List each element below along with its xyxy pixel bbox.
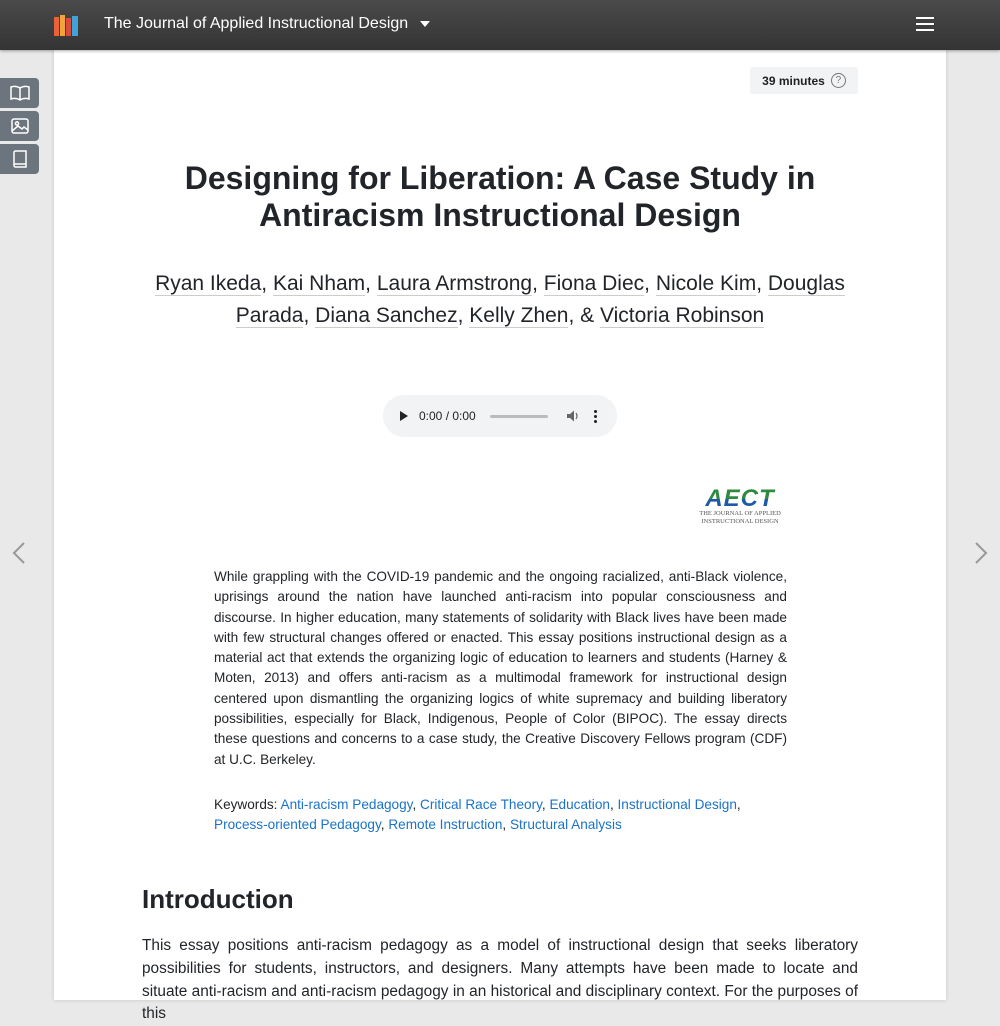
keywords-label: Keywords: — [214, 797, 281, 812]
image-icon[interactable] — [0, 111, 39, 141]
hamburger-icon[interactable] — [916, 17, 934, 31]
author-link[interactable]: Nicole Kim — [655, 272, 757, 295]
author-list: Ryan Ikeda, Kai Nham, Laura Armstrong, Fiona Diec, Nicole Kim, Douglas Parada, Diana Sanchez, Kelly Zhen, & Victoria Robinson — [155, 272, 845, 327]
book-icon[interactable] — [0, 144, 39, 174]
author-link[interactable]: Douglas Parada — [235, 272, 845, 327]
books-logo-icon[interactable] — [54, 14, 78, 36]
play-icon[interactable] — [400, 411, 408, 421]
keyword-link[interactable]: Remote Instruction — [388, 817, 503, 833]
top-navbar — [0, 0, 1000, 50]
keyword-link[interactable]: Process-oriented Pedagogy — [214, 817, 381, 833]
book-open-icon[interactable] — [0, 78, 39, 108]
reading-time: 39 minutes — [762, 73, 825, 88]
reading-time-badge — [750, 67, 858, 94]
audio-seek-bar[interactable] — [490, 415, 548, 418]
chevron-left-icon[interactable] — [8, 540, 32, 566]
aect-logo — [693, 485, 787, 526]
keyword-link[interactable]: Anti-racism Pedagogy — [280, 797, 413, 812]
volume-icon[interactable] — [566, 409, 580, 423]
aect-logo-line1: THE JOURNAL OF APPLIED — [699, 510, 781, 517]
author-link[interactable]: Kai Nham — [272, 272, 366, 295]
section-heading-introduction: Introduction — [142, 884, 294, 914]
audio-time: 0:00 / 0:00 — [419, 409, 476, 423]
journal-title: The Journal of Applied Instructional Design — [104, 15, 409, 32]
journal-dropdown[interactable] — [104, 15, 430, 33]
help-icon[interactable]: ? — [831, 73, 846, 88]
aect-logo-line2: INSTRUCTIONAL DESIGN — [701, 518, 779, 525]
author-link[interactable]: Diana Sanchez — [315, 304, 458, 327]
author-link[interactable]: Fiona Diec — [543, 272, 645, 295]
intro-paragraph: This essay positions anti-racism pedagogy as a model of instructional design that seeks liberatory possibilities for students, instructors, and designers. Many attempts have been made to locate and situate anti-racism and anti-racism pedagogy in an historical and disciplinary context. For the purposes of this — [142, 937, 858, 1023]
keyword-link[interactable]: Education — [549, 797, 610, 812]
keyword-link[interactable]: Critical Race Theory — [420, 797, 542, 812]
article-title: Designing for Liberation: A Case Study in Antiracism Instructional Design — [184, 160, 816, 233]
keyword-link[interactable]: Structural Analysis — [509, 817, 622, 833]
side-toolbar — [0, 78, 39, 177]
author-link[interactable]: Kelly Zhen — [469, 304, 569, 327]
author-link[interactable]: Victoria Robinson — [600, 304, 765, 327]
author-link[interactable]: Ryan Ikeda — [155, 272, 262, 295]
abstract: While grappling with the COVID-19 pandemic and the ongoing racialized, anti-Black violence, uprisings around the nation have launched anti-racism into popular consciousness and discourse. In higher education, many statements of solidarity with Black lives have been made with few structural changes offered or enacted. This essay positions instructional design as a material act that extends the organizing logic of education to learners and students (Harney & Moten, 2013) and offers anti-racism as a multimodal framework for instructional design centered upon dismantling the organizing logics of white supremacy and building liberatory possibilities, especially for Black, Indigenous, People of Color (BIPOC). The essay directs these questions and concerns to a case study, the Creative Discovery Fellows program (CDF) at U.C. Berkeley. — [214, 569, 787, 767]
aect-logo-mark: AECT — [693, 488, 787, 510]
author-link[interactable]: Laura Armstrong — [376, 272, 533, 295]
keyword-link[interactable]: Instructional Design — [617, 797, 737, 812]
more-options-icon[interactable] — [594, 410, 597, 423]
chevron-right-icon[interactable] — [968, 540, 992, 566]
keywords: Keywords: Anti-racism Pedagogy, Critical Race Theory, Education, Instructional Design, Process-oriented Pedagogy, Remote Instruction, Structural Analysis — [214, 797, 741, 833]
caret-down-icon — [420, 21, 430, 27]
audio-player[interactable] — [383, 395, 617, 437]
